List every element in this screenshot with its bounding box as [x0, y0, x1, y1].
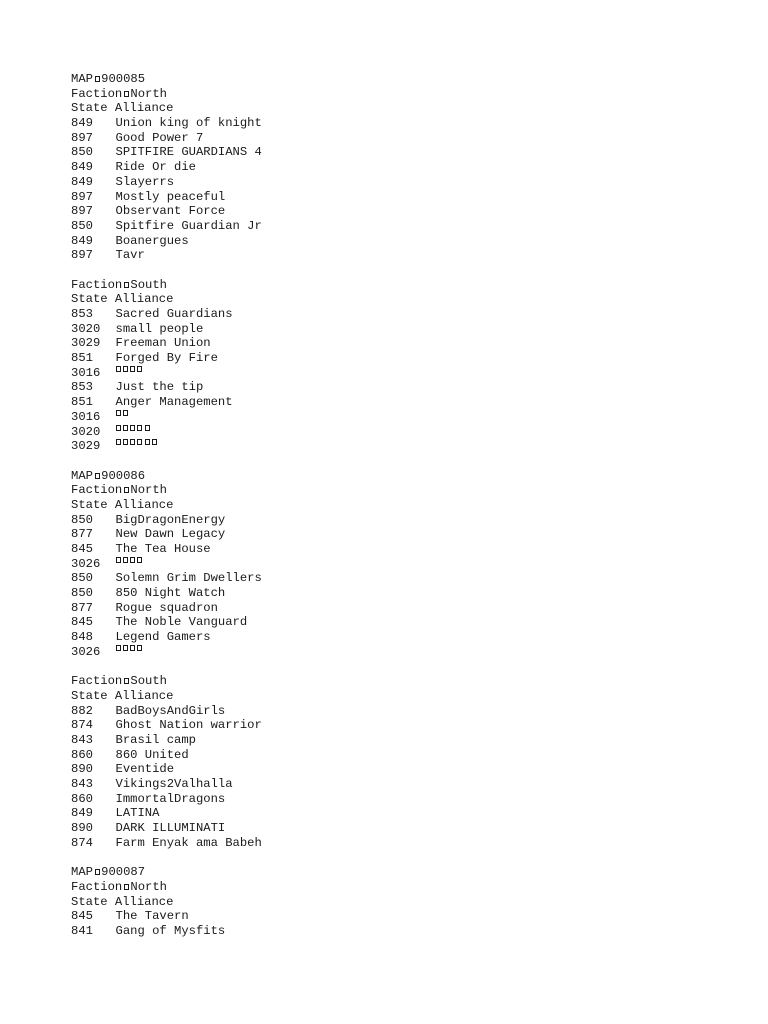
state-number: 874 [71, 835, 93, 850]
alliance-row [71, 806, 262, 821]
faction-header [71, 483, 262, 498]
state-number: 897 [71, 189, 93, 204]
state-number: 890 [71, 762, 93, 777]
alliance-row [71, 571, 262, 586]
alliance-row [71, 380, 262, 395]
map-label: MAP [71, 865, 93, 880]
missing-glyph-box [137, 366, 142, 372]
alliance-name: BadBoysAndGirls [115, 703, 226, 718]
state-number: 845 [71, 615, 93, 630]
state-number: 890 [71, 821, 93, 836]
alliance-row [71, 175, 262, 190]
state-number: 897 [71, 130, 93, 145]
alliance-row [71, 718, 262, 733]
state-number: 3026 [71, 644, 101, 659]
state-number: 860 [71, 791, 93, 806]
faction-header [71, 880, 262, 895]
alliance-row [71, 336, 262, 351]
alliance-name: BigDragonEnergy [115, 512, 226, 527]
missing-glyph-box [130, 366, 135, 372]
alliance-row [71, 615, 262, 630]
column-header: State Alliance [71, 497, 174, 512]
missing-glyph-box [130, 645, 135, 651]
alliance-name: Rogue squadron [115, 600, 218, 615]
alliance-row [71, 762, 262, 777]
state-number: 853 [71, 307, 93, 321]
missing-glyph-box [137, 557, 142, 563]
alliance-name: Ghost Nation warrior [115, 718, 262, 733]
alliance-row [71, 410, 262, 425]
missing-glyph-box [123, 439, 128, 445]
state-number: 849 [71, 116, 93, 131]
alliance-row [71, 601, 262, 616]
alliance-name: Vikings2Valhalla [115, 777, 233, 791]
alliance-row [71, 248, 262, 263]
alliance-name: Spitfire Guardian Jr [115, 218, 262, 233]
alliance-row [71, 792, 262, 807]
map-separator-glyph [95, 869, 100, 875]
missing-glyph-box [123, 366, 128, 372]
state-number: 841 [71, 923, 93, 938]
alliance-name: The Tavern [115, 909, 189, 924]
missing-glyph-box [116, 366, 121, 372]
map-header [71, 72, 262, 87]
alliance-name: Observant Force [115, 204, 226, 219]
alliance-name: Mostly peaceful [115, 189, 226, 204]
alliance-row [71, 131, 262, 146]
missing-glyph-box [116, 557, 121, 563]
state-number: 849 [71, 233, 93, 248]
faction-name: North [130, 483, 167, 498]
alliance-name: Sacred Guardians [115, 307, 233, 321]
state-number: 843 [71, 777, 93, 791]
alliance-row [71, 630, 262, 645]
state-number: 897 [71, 248, 93, 263]
state-number: 850 [71, 218, 93, 233]
alliance-row [71, 821, 262, 836]
missing-glyph-box [116, 410, 121, 416]
faction-separator-glyph [124, 678, 129, 684]
map-id: 900085 [101, 72, 146, 86]
state-number: 850 [71, 145, 93, 160]
alliance-name: DARK ILLUMINATI [115, 821, 226, 836]
alliance-row [71, 351, 262, 366]
missing-glyph-box [116, 439, 121, 445]
blank-line [71, 263, 262, 278]
state-number: 897 [71, 204, 93, 219]
alliance-row [71, 557, 262, 572]
alliance-row [71, 542, 262, 557]
missing-glyph-box [137, 439, 142, 445]
alliance-name: Legend Gamers [115, 630, 211, 645]
alliance-row [71, 322, 262, 337]
state-number: 851 [71, 351, 93, 366]
state-number: 3016 [71, 409, 101, 424]
alliance-name: Gang of Mysfits [115, 923, 226, 938]
state-number: 3020 [71, 321, 101, 336]
map-separator-glyph [95, 473, 100, 479]
state-number: 874 [71, 718, 93, 733]
state-number: 3020 [71, 424, 101, 439]
alliance-name: LATINA [115, 806, 160, 821]
alliance-row [71, 645, 262, 660]
alliance-row [71, 190, 262, 205]
state-number: 3029 [71, 439, 101, 454]
alliance-name: Freeman Union [115, 336, 211, 351]
alliance-name: SPITFIRE GUARDIANS 4 [115, 145, 262, 160]
missing-glyph-box [130, 425, 135, 431]
faction-label: Faction [71, 483, 123, 498]
map-separator-glyph [95, 76, 100, 82]
alliance-name: The Noble Vanguard [115, 615, 248, 630]
map-label: MAP [71, 468, 93, 483]
map-label: MAP [71, 72, 93, 86]
faction-separator-glyph [124, 884, 129, 890]
alliance-row [71, 836, 262, 851]
alliance-name: Forged By Fire [115, 351, 218, 366]
column-header: State Alliance [71, 292, 174, 307]
faction-name: North [130, 879, 167, 894]
state-number: 853 [71, 380, 93, 395]
state-number: 851 [71, 395, 93, 410]
missing-glyph-box [152, 439, 157, 445]
alliance-row [71, 234, 262, 249]
alliance-row [71, 219, 262, 234]
faction-label: Faction [71, 879, 123, 894]
alliance-row [71, 366, 262, 381]
map-header [71, 865, 262, 880]
missing-glyph-box [123, 557, 128, 563]
missing-glyph-box [123, 410, 128, 416]
blank-line [71, 850, 262, 865]
alliance-row [71, 395, 262, 410]
faction-label: Faction [71, 277, 123, 292]
map-header [71, 469, 262, 484]
faction-name: North [130, 86, 167, 101]
alliance-name: New Dawn Legacy [115, 527, 226, 542]
alliance-row [71, 307, 262, 322]
alliance-name: 860 United [115, 747, 189, 762]
column-header: State Alliance [71, 101, 174, 116]
state-number: 849 [71, 806, 93, 821]
alliance-name: Slayerrs [115, 174, 175, 189]
alliance-row [71, 116, 262, 131]
alliance-name: Eventide [115, 762, 175, 777]
state-number: 845 [71, 909, 93, 924]
faction-name: South [130, 674, 167, 689]
state-number: 877 [71, 527, 93, 542]
alliance-name: Brasil camp [115, 732, 196, 747]
alliance-name: Boanergues [115, 233, 189, 248]
column-header: State Alliance [71, 688, 174, 703]
state-number: 860 [71, 747, 93, 762]
alliance-name: The Tea House [115, 542, 211, 556]
faction-separator-glyph [124, 91, 129, 97]
state-number: 849 [71, 174, 93, 189]
alliance-row [71, 909, 262, 924]
alliance-name: 850 Night Watch [115, 586, 226, 601]
state-number: 3026 [71, 556, 101, 571]
missing-glyph-box [130, 557, 135, 563]
missing-glyph-box [116, 425, 121, 431]
missing-glyph-box [145, 439, 150, 445]
faction-name: South [130, 277, 167, 292]
map-id: 900086 [101, 468, 146, 483]
map-id: 900087 [101, 865, 146, 880]
alliance-name: Anger Management [115, 395, 233, 410]
alliance-name: Good Power 7 [115, 130, 204, 145]
alliance-row [71, 777, 262, 792]
alliance-row [71, 204, 262, 219]
alliance-row [71, 704, 262, 719]
alliance-name: Tavr [115, 248, 145, 263]
state-number: 850 [71, 571, 93, 586]
state-number: 845 [71, 542, 93, 556]
state-number: 843 [71, 732, 93, 747]
state-number: 848 [71, 630, 93, 645]
missing-glyph-box [130, 439, 135, 445]
state-number: 850 [71, 586, 93, 601]
state-number: 882 [71, 703, 93, 718]
missing-glyph-box [137, 425, 142, 431]
alliance-name: Farm Enyak ama Babeh [115, 835, 262, 850]
column-header: State Alliance [71, 894, 174, 909]
state-number: 850 [71, 512, 93, 527]
alliance-row [71, 160, 262, 175]
faction-header [71, 674, 262, 689]
alliance-row [71, 748, 262, 763]
alliance-name: small people [115, 321, 204, 336]
alliance-row [71, 513, 262, 528]
missing-glyph-box [145, 425, 150, 431]
missing-glyph-box [123, 645, 128, 651]
state-number: 3029 [71, 336, 101, 351]
missing-glyph-box [137, 645, 142, 651]
blank-line [71, 454, 262, 469]
missing-glyph-box [116, 645, 121, 651]
alliance-row [71, 586, 262, 601]
alliance-name: Union king of knight [115, 116, 262, 131]
alliance-name: Ride Or die [115, 160, 196, 175]
faction-separator-glyph [124, 487, 129, 493]
alliance-name: Just the tip [115, 380, 204, 395]
alliance-row [71, 425, 262, 440]
blank-line [71, 660, 262, 675]
document-body [71, 72, 262, 939]
alliance-row [71, 145, 262, 160]
faction-header [71, 278, 262, 293]
missing-glyph-box [123, 425, 128, 431]
alliance-name: ImmortalDragons [115, 791, 226, 806]
alliance-row [71, 924, 262, 939]
alliance-name: Solemn Grim Dwellers [115, 571, 262, 586]
state-number: 877 [71, 600, 93, 615]
state-number: 849 [71, 160, 93, 175]
faction-header [71, 87, 262, 102]
alliance-row [71, 439, 262, 454]
faction-label: Faction [71, 86, 123, 101]
state-number: 3016 [71, 365, 101, 380]
faction-label: Faction [71, 674, 123, 689]
faction-separator-glyph [124, 282, 129, 288]
alliance-row [71, 733, 262, 748]
alliance-row [71, 527, 262, 542]
